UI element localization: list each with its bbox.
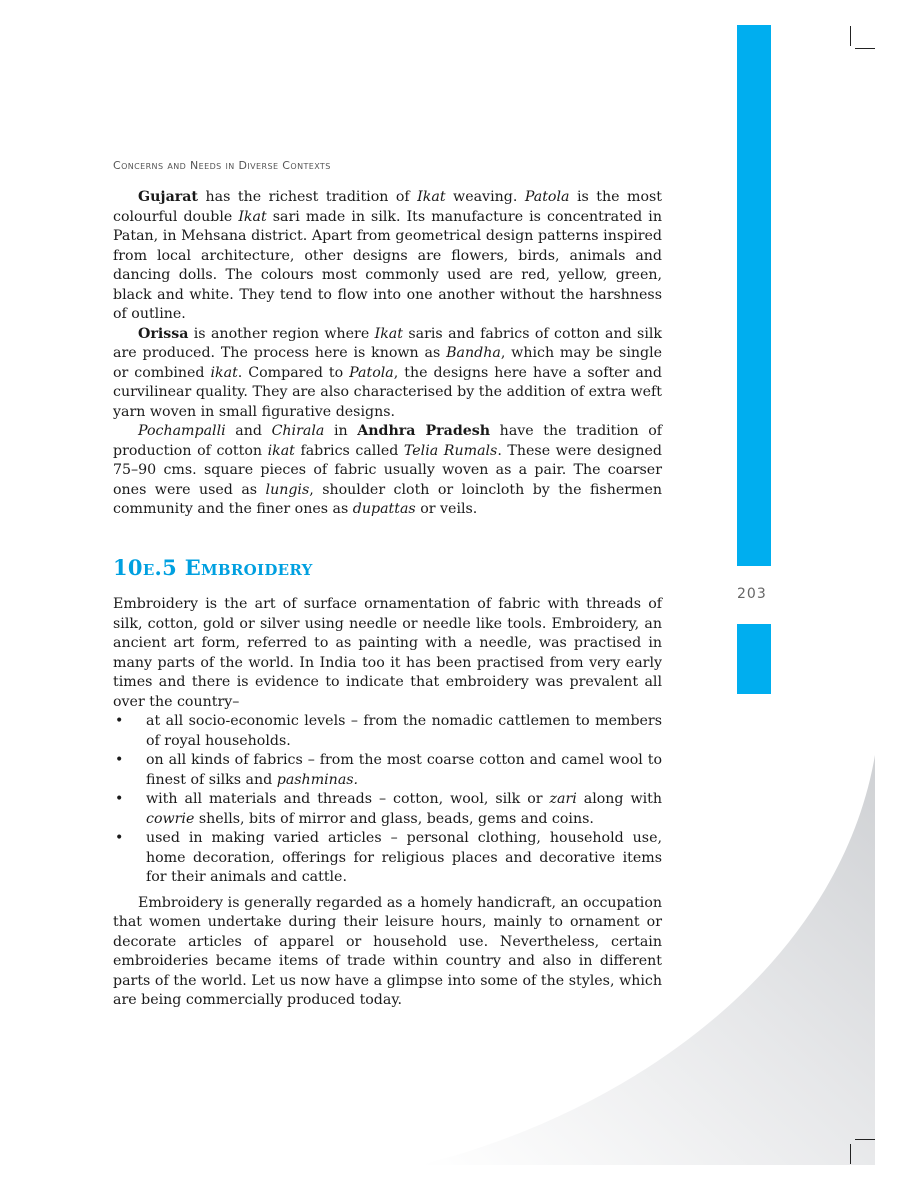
paragraph-embroidery-closing: Embroidery is generally regarded as a homely handicraft, an occupation that women undertake during their leisure hours, mainly to ornament or decorate articles of apparel or household use. Nevertheless, certain embroideries became items of trade within country and also in different parts of the world. Let us now have a glimpse into some of the styles, which are being commercially produced today. [113,894,662,1008]
running-head: Concerns and Needs in Diverse Contexts [113,159,331,172]
accent-bar-bottom [737,624,771,694]
bullet-list [113,712,662,888]
list-item: • used in making varied articles – personal clothing, household use, home decoration, offerings for religious places and decorative items for their animals and cattle. [115,830,662,885]
list-item: • on all kinds of fabrics – from the most coarse cotton and camel wool to finest of silks and pashminas. [115,752,662,788]
crop-mark-top-right-h [855,48,875,49]
paragraph-gujarat: Gujarat has the richest tradition of Ikat weaving. Patola is the most colourful double Ikat sari made in silk. Its manufacture is concentrated in Patan, in Mehsana district. Apart from geometrical design patterns inspired from local architecture, other designs are flowers, birds, animals and dancing dolls. The colours most commonly used are red, yellow, green, black and white. They tend to flow into one another without the harshness of outline. [113,189,662,322]
page-number: 203 [737,586,767,602]
list-item: • with all materials and threads – cotton, wool, silk or zari along with cowrie shells, bits of mirror and glass, beads, gems and coins. [115,791,662,827]
crop-mark-top-right [850,26,851,46]
accent-bar-top [737,25,771,566]
crop-mark-bottom-right-h [855,1139,875,1140]
section-heading: 10e.5 Embroidery [113,554,313,580]
paragraph-orissa: Orissa is another region where Ikat saris and fabrics of cotton and silk are produced. The process here is known as Bandha, which may be single or combined ikat. Compared to Patola, the designs here have a softer and curvilinear quality. They are also characterised by the addition of extra weft yarn woven in small figurative designs. [113,325,663,420]
page-content [113,188,662,1011]
crop-mark-bottom-right [850,1144,851,1164]
paragraph-embroidery-intro: Embroidery is the art of surface ornamentation of fabric with threads of silk, cotton, gold or silver using needle or needle like tools. Embroidery, an ancient art form, referred to as painting with a needle, was practised in many parts of the world. In India too it has been practised from very early times and there is evidence to indicate that embroidery was prevalent all over the country– [113,596,662,710]
paragraph-andhra: Pochampalli and Chirala in Andhra Pradesh have the tradition of production of cotton ikat fabrics called Telia Rumals. These were designed 75–90 cms. square pieces of fabric usually woven as a pair. The coarser ones were used as lungis, shoulder cloth or loincloth by the fishermen community and the finer ones as dupattas or veils. [113,423,663,517]
list-item: • at all socio-economic levels – from the nomadic cattlemen to members of royal households. [115,713,662,749]
